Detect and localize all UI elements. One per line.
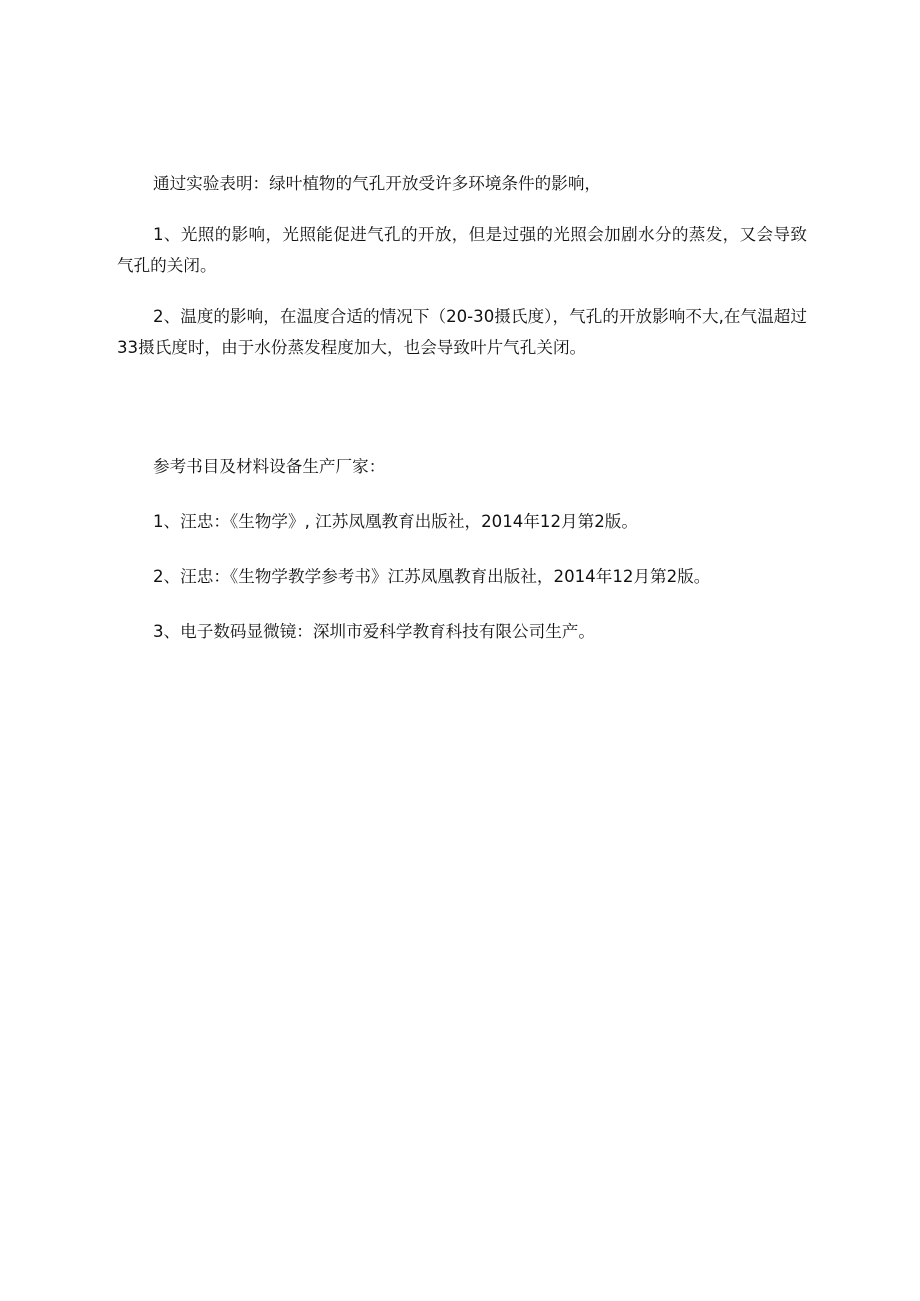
- references-heading: 参考书目及材料设备生产厂家：: [153, 457, 386, 476]
- reference-item-1: 1、汪忠：《生物学》, 江苏凤凰教育出版社，2014年12月第2版。: [153, 512, 638, 531]
- conclusion-intro: 通过实验表明：绿叶植物的气孔开放受许多环境条件的影响，: [153, 174, 602, 193]
- document-body: [117, 168, 807, 647]
- reference-item-2: 2、汪忠：《生物学教学参考书》江苏凤凰教育出版社，2014年12月第2版。: [153, 567, 711, 586]
- reference-item-3: 3、电子数码显微镜：深圳市爱科学教育科技有限公司生产。: [153, 622, 595, 641]
- conclusion-point-light: 1、光照的影响，光照能促进气孔的开放，但是过强的光照会加剧水分的蒸发，又会导致气孔的关闭。: [117, 225, 807, 275]
- conclusion-point-temperature: 2、温度的影响，在温度合适的情况下（20-30摄氏度），气孔的开放影响不大,在气温超过33摄氏度时，由于水份蒸发程度加大，也会导致叶片气孔关闭。: [117, 307, 807, 357]
